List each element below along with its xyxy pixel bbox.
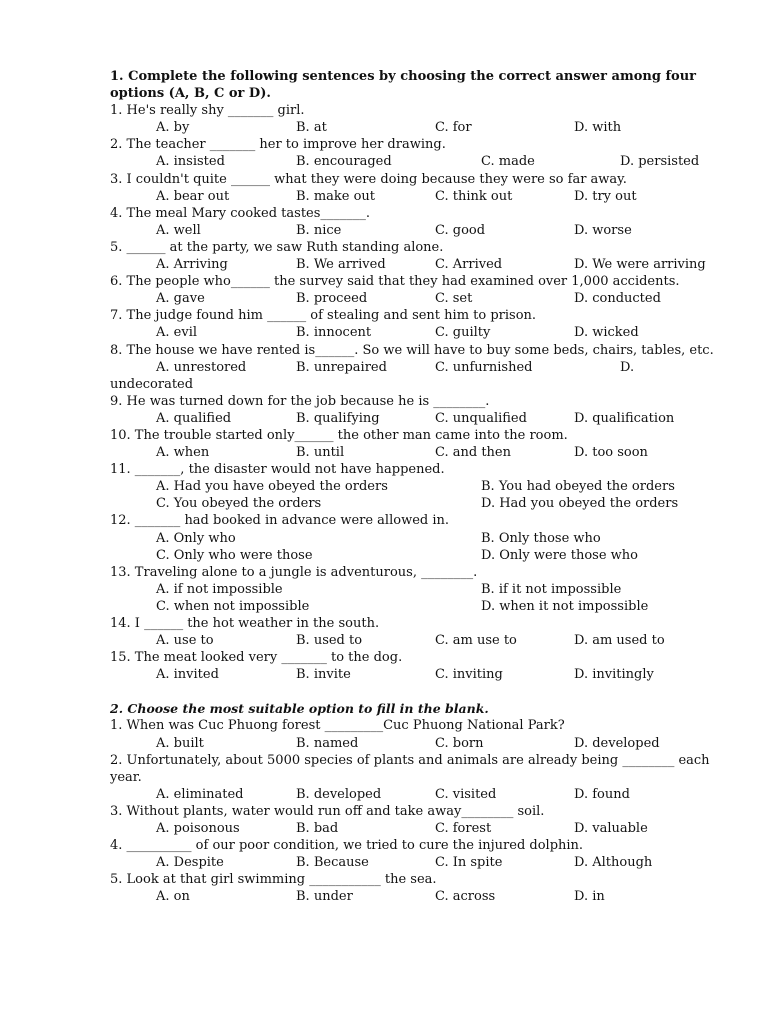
answer-option[interactable]: A. insisted bbox=[156, 154, 225, 170]
answer-option[interactable]: A. qualified bbox=[156, 410, 232, 426]
answer-option[interactable]: B. proceed bbox=[296, 291, 368, 307]
answer-option[interactable]: A. on bbox=[156, 889, 190, 905]
options-row bbox=[110, 410, 710, 427]
answer-option[interactable]: D. Although bbox=[574, 855, 653, 871]
question-text: 6. The people who______ the survey said that they had examined over 1,000 accidents. bbox=[110, 274, 680, 290]
options-row bbox=[110, 547, 710, 564]
answer-option[interactable]: D. too soon bbox=[574, 445, 648, 461]
answer-option[interactable]: B. encouraged bbox=[296, 154, 392, 170]
section1-title: 1. Complete the following sentences by choosing the correct answer among four options (A, B, C or D). bbox=[110, 69, 697, 102]
question-text: 9. He was turned down for the job because he is ________. bbox=[110, 393, 490, 409]
answer-option[interactable]: A. well bbox=[156, 222, 201, 238]
answer-option[interactable]: B. innocent bbox=[296, 325, 372, 341]
answer-option[interactable]: D. valuable bbox=[574, 821, 648, 837]
answer-option[interactable]: A. Had you have obeyed the orders bbox=[156, 479, 388, 495]
options-row bbox=[110, 786, 710, 803]
answer-option[interactable]: C. good bbox=[435, 222, 486, 238]
answer-option[interactable]: B. bad bbox=[296, 821, 339, 837]
options-row bbox=[110, 290, 710, 307]
answer-option[interactable]: D. Only were those who bbox=[481, 547, 638, 563]
options-row bbox=[110, 478, 710, 495]
answer-option[interactable]: A. if not impossible bbox=[156, 581, 283, 597]
answer-option[interactable]: C. across bbox=[435, 889, 496, 905]
question-text: 7. The judge found him ______ of stealing and sent him to prison. bbox=[110, 308, 537, 324]
answer-option[interactable]: C. inviting bbox=[435, 667, 503, 683]
options-row bbox=[110, 444, 710, 461]
answer-option[interactable]: D. qualification bbox=[574, 410, 675, 426]
options-row bbox=[110, 153, 710, 170]
answer-option[interactable]: B. make out bbox=[296, 188, 376, 204]
answer-option[interactable]: B. if it not impossible bbox=[481, 581, 622, 597]
question-text: 8. The house we have rented is______. So we will have to buy some beds, chairs, tables, etc. bbox=[110, 342, 714, 358]
answer-option[interactable]: A. use to bbox=[156, 633, 214, 649]
answer-option[interactable]: C. visited bbox=[435, 786, 497, 802]
answer-option[interactable]: B. at bbox=[296, 120, 327, 136]
answer-option[interactable]: B. used to bbox=[296, 633, 363, 649]
question-text: 2. Unfortunately, about 5000 species of plants and animals are already being ________ each bbox=[110, 752, 710, 768]
answer-option[interactable]: A. gave bbox=[156, 291, 205, 307]
answer-option[interactable]: D. invitingly bbox=[574, 667, 654, 683]
options-row bbox=[110, 359, 710, 376]
answer-option[interactable]: A. unrestored bbox=[156, 359, 247, 375]
answer-option[interactable]: B. nice bbox=[296, 222, 342, 238]
answer-option[interactable]: C. unqualified bbox=[435, 410, 527, 426]
options-row bbox=[110, 820, 710, 837]
section2-questions bbox=[110, 717, 710, 905]
question-text: 15. The meat looked very _______ to the dog. bbox=[110, 650, 403, 666]
options-row bbox=[110, 495, 710, 512]
answer-option[interactable]: C. forest bbox=[435, 821, 492, 837]
question-text-continuation: year. bbox=[110, 769, 142, 785]
answer-option[interactable]: D. found bbox=[574, 786, 630, 802]
options-row bbox=[110, 735, 710, 752]
answer-option[interactable]: D. worse bbox=[574, 222, 632, 238]
options-row bbox=[110, 666, 710, 683]
answer-option[interactable]: D. developed bbox=[574, 735, 660, 751]
answer-option[interactable]: A. by bbox=[156, 120, 190, 136]
answer-option[interactable]: C. am use to bbox=[435, 633, 517, 649]
options-row bbox=[110, 598, 710, 615]
answer-option[interactable]: C. Arrived bbox=[435, 257, 503, 273]
answer-option[interactable]: B. You had obeyed the orders bbox=[481, 479, 675, 495]
answer-option[interactable]: A. evil bbox=[156, 325, 198, 341]
answer-option[interactable]: B. We arrived bbox=[296, 257, 386, 273]
answer-option[interactable]: D. am used to bbox=[574, 633, 665, 649]
answer-option[interactable]: B. qualifying bbox=[296, 410, 380, 426]
question-text: 5. Look at that girl swimming ___________ the sea. bbox=[110, 872, 437, 888]
answer-option[interactable]: A. Arriving bbox=[156, 257, 228, 273]
answer-option[interactable]: B. Because bbox=[296, 855, 369, 871]
answer-option[interactable]: D. when it not impossible bbox=[481, 598, 649, 614]
answer-option[interactable]: D. wicked bbox=[574, 325, 639, 341]
answer-option[interactable]: D. in bbox=[574, 889, 605, 905]
section1-questions bbox=[110, 102, 714, 683]
answer-option[interactable]: D. conducted bbox=[574, 291, 661, 307]
question-text: 3. Without plants, water would run off and take away________ soil. bbox=[110, 803, 545, 819]
answer-option[interactable]: C. unfurnished bbox=[435, 359, 533, 375]
question-text: 2. The teacher _______ her to improve her drawing. bbox=[110, 137, 446, 153]
options-row bbox=[110, 324, 710, 341]
answer-option[interactable]: D. try out bbox=[574, 188, 637, 204]
answer-option[interactable]: C. You obeyed the orders bbox=[156, 496, 322, 512]
answer-option[interactable]: C. Only who were those bbox=[156, 547, 313, 563]
options-row bbox=[110, 256, 710, 273]
question-text: 3. I couldn't quite ______ what they were doing because they were so far away. bbox=[110, 171, 627, 187]
options-row bbox=[110, 530, 710, 547]
answer-option[interactable]: A. poisonous bbox=[156, 821, 240, 837]
answer-option[interactable]: B. developed bbox=[296, 786, 382, 802]
answer-option[interactable]: D. with bbox=[574, 120, 622, 136]
answer-option[interactable]: D. We were arriving bbox=[574, 257, 706, 273]
answer-option[interactable]: C. when not impossible bbox=[156, 598, 310, 614]
options-row bbox=[110, 854, 710, 871]
question-text: 1. When was Cuc Phuong forest _________Cuc Phuong National Park? bbox=[110, 718, 565, 734]
answer-option[interactable]: C. In spite bbox=[435, 855, 503, 871]
question-text: 4. The meal Mary cooked tastes_______. bbox=[110, 205, 371, 221]
question-text: 11. _______, the disaster would not have happened. bbox=[110, 462, 445, 478]
question-text: 13. Traveling alone to a jungle is adventurous, ________. bbox=[110, 564, 478, 580]
answer-option[interactable]: A. Only who bbox=[156, 530, 236, 546]
answer-option[interactable]: C. born bbox=[435, 735, 484, 751]
question-text: 10. The trouble started only______ the other man came into the room. bbox=[110, 427, 568, 443]
answer-option[interactable]: C. guilty bbox=[435, 325, 491, 341]
answer-option[interactable]: D. bbox=[620, 359, 635, 375]
answer-option[interactable]: B. until bbox=[296, 445, 345, 461]
answer-option[interactable]: D. Had you obeyed the orders bbox=[481, 496, 679, 512]
answer-option[interactable]: D. persisted bbox=[620, 154, 700, 170]
option-continuation: undecorated bbox=[110, 376, 194, 392]
answer-option[interactable]: C. made bbox=[481, 154, 535, 170]
answer-option[interactable]: B. under bbox=[296, 889, 353, 905]
answer-option[interactable]: A. invited bbox=[156, 667, 219, 683]
answer-option[interactable]: B. invite bbox=[296, 667, 351, 683]
answer-option[interactable]: C. for bbox=[435, 120, 472, 136]
worksheet bbox=[110, 68, 714, 906]
answer-option[interactable]: A. built bbox=[156, 735, 204, 751]
answer-option[interactable]: B. named bbox=[296, 735, 359, 751]
options-row bbox=[110, 119, 710, 136]
answer-option[interactable]: C. and then bbox=[435, 445, 511, 461]
options-row bbox=[110, 581, 710, 598]
question-text: 4. __________ of our poor condition, we tried to cure the injured dolphin. bbox=[110, 838, 584, 854]
answer-option[interactable]: A. when bbox=[156, 445, 210, 461]
answer-option[interactable]: C. think out bbox=[435, 188, 513, 204]
answer-option[interactable]: A. Despite bbox=[156, 855, 224, 871]
options-row bbox=[110, 632, 710, 649]
options-row bbox=[110, 222, 710, 239]
question-text: 1. He's really shy _______ girl. bbox=[110, 103, 305, 119]
options-row bbox=[110, 188, 710, 205]
answer-option[interactable]: B. Only those who bbox=[481, 530, 601, 546]
section2-title: 2. Choose the most suitable option to fill in the blank. bbox=[110, 701, 489, 717]
question-text: 14. I ______ the hot weather in the south. bbox=[110, 616, 380, 631]
question-text: 12. _______ had booked in advance were allowed in. bbox=[110, 513, 450, 529]
answer-option[interactable]: A. eliminated bbox=[156, 786, 244, 802]
answer-option[interactable]: A. bear out bbox=[156, 188, 230, 204]
question-text: 5. ______ at the party, we saw Ruth standing alone. bbox=[110, 239, 444, 255]
options-row bbox=[110, 888, 710, 905]
answer-option[interactable]: B. unrepaired bbox=[296, 359, 387, 375]
answer-option[interactable]: C. set bbox=[435, 291, 473, 307]
